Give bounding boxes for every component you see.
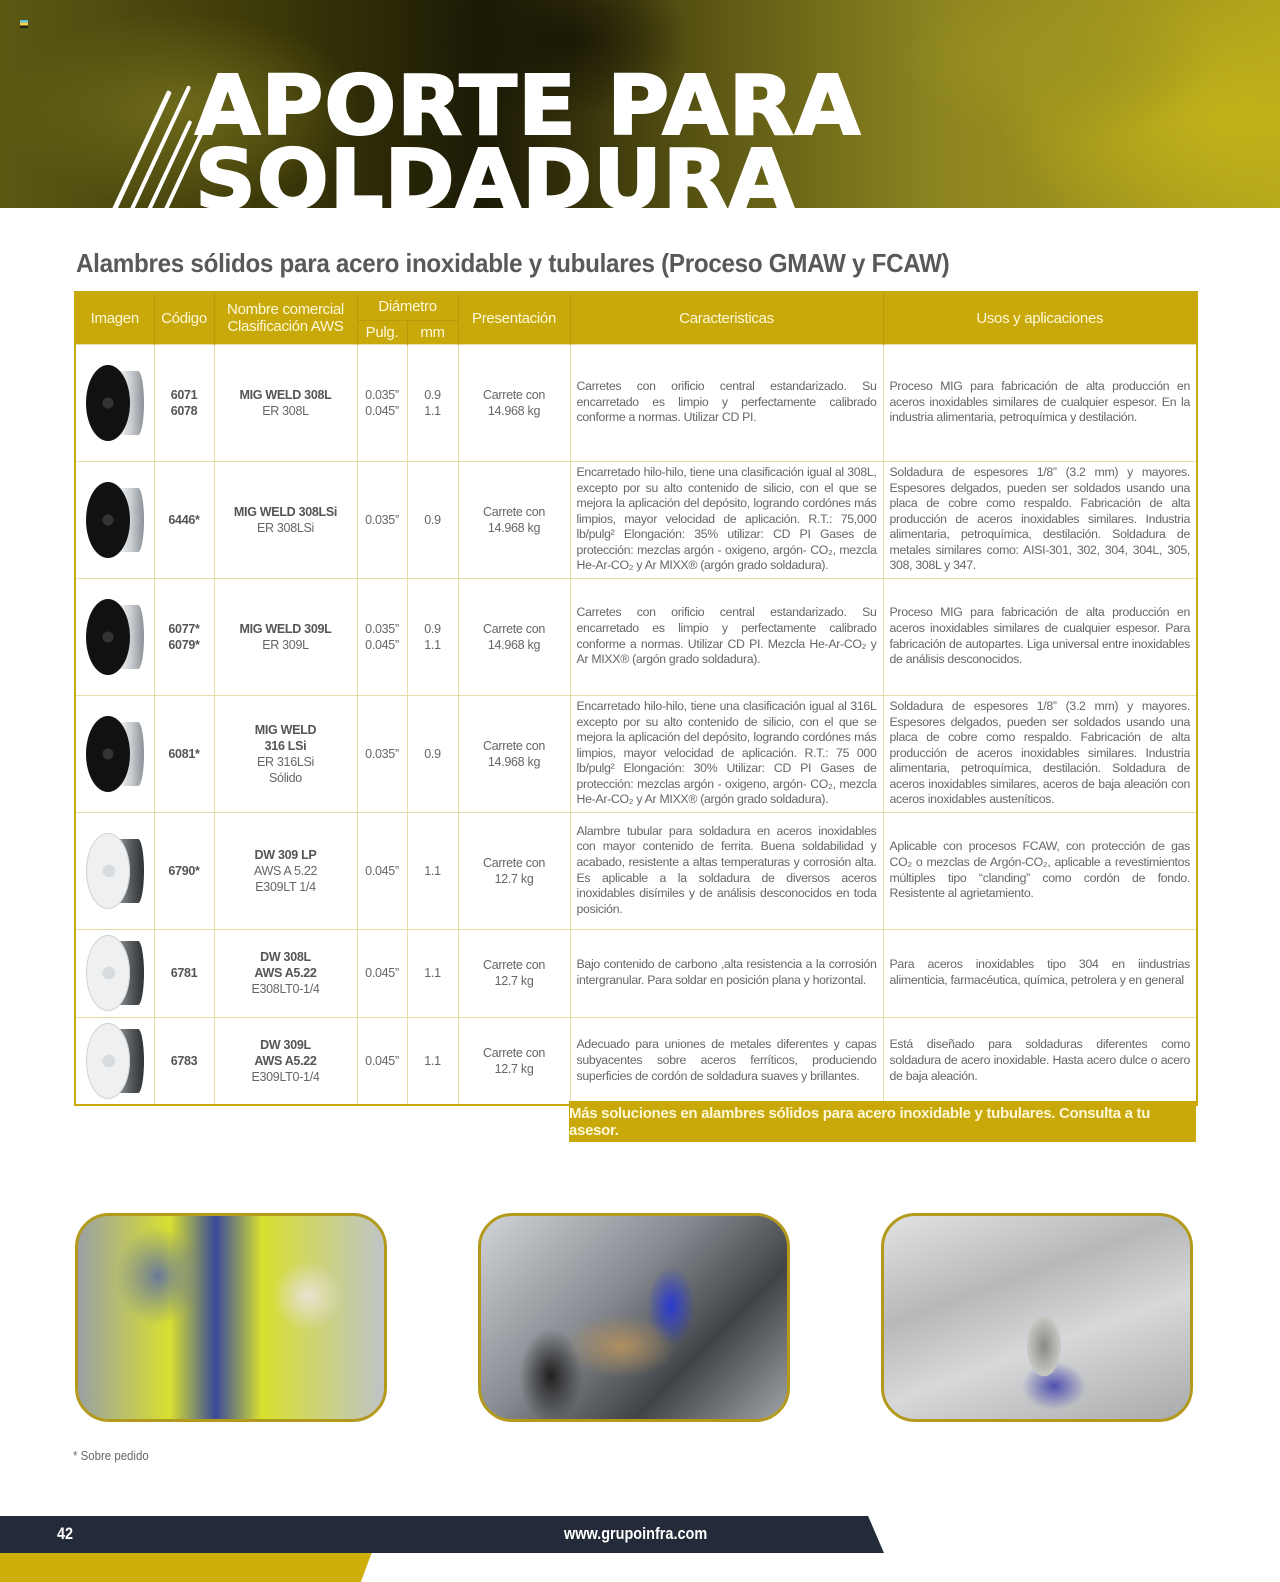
presentacion-line: Carrete con [483, 1045, 546, 1060]
header-pulg: Pulg. [357, 320, 407, 344]
caracteristicas-cell: Carretes con orificio central estandarizado. Su encarretado es limpio y perfectamente calibrado conforme a normas. Utilizar CD PI. Mezcla He-Ar-CO₂ y Ar MIXX® (argón grado soldadura). [570, 578, 883, 695]
page-title-line1: APORTE PARA [195, 59, 862, 154]
presentacion-line: Carrete con [483, 855, 546, 870]
trade-name: MIG WELD 309L [239, 621, 332, 636]
code: 6446* [168, 512, 200, 527]
mm-cell [407, 344, 458, 461]
mm-cell [407, 695, 458, 812]
mm-value: 1.1 [424, 637, 441, 652]
spool-black-icon [84, 363, 146, 443]
usos-cell: Está diseñado para soldaduras diferentes como soldadura de acero inoxidable. Hasta acero dulce o acero de baja aleación. [883, 1017, 1197, 1105]
trade-name: MIG WELD [254, 722, 317, 737]
code: 6077* [168, 621, 200, 636]
code: 6081* [168, 746, 200, 761]
pulg-value: 0.045” [365, 966, 399, 980]
spool-white-icon [84, 831, 146, 911]
trade-name: MIG WELD 308L [239, 387, 332, 402]
caracteristicas-cell: Alambre tubular para soldadura en aceros inoxidables con mayor contenido de ferrita. Buena soldabilidad y acabado, resistente a altas temperaturas y corrosión alta. Es aplicable a la soldadura de diversos aceros inoxidables disímiles y de análisis desconocidos en toda posición. [570, 812, 883, 929]
flag-icon [20, 20, 28, 28]
pulg-value: 0.035” [365, 746, 399, 761]
table-row [75, 812, 1197, 929]
aws-class: ER 308L [262, 403, 309, 418]
trade-name: DW 308L [260, 950, 311, 964]
presentacion-line: 14.968 kg [487, 754, 541, 769]
aws-class: Sólido [269, 770, 302, 785]
pulg-cell [357, 695, 407, 812]
presentacion-line: 12.7 kg [494, 1061, 534, 1076]
product-image-cell [75, 344, 154, 461]
table-row [75, 344, 1197, 461]
presentacion-cell [458, 1017, 570, 1105]
mm-value: 1.1 [424, 403, 441, 418]
pulg-cell [357, 1017, 407, 1105]
code: 6071 [170, 387, 198, 402]
pulg-cell [357, 929, 407, 1017]
code-cell [154, 344, 214, 461]
product-image-cell [75, 461, 154, 578]
presentacion-line: 14.968 kg [487, 637, 541, 652]
usos-cell: Para aceros inoxidables tipo 304 en iindustrias alimenticia, farmacéutica, química, petrolera y en general [883, 929, 1197, 1017]
code: 6781 [170, 966, 198, 980]
table-row [75, 1017, 1197, 1105]
spool-black-icon [84, 480, 146, 560]
spool-white-icon [84, 933, 146, 1013]
aws-class: ER 316LSi [256, 754, 315, 769]
pulg-cell [357, 578, 407, 695]
page-number: 42 [57, 1524, 74, 1543]
code-cell [154, 695, 214, 812]
header-usos: Usos y aplicaciones [883, 292, 1197, 344]
mm-value: 1.1 [424, 966, 441, 980]
product-image-cell [75, 695, 154, 812]
product-image-cell [75, 1017, 154, 1105]
pulg-cell [357, 344, 407, 461]
aws-class: E308LT0-1/4 [251, 982, 320, 996]
spool-black-icon [84, 597, 146, 677]
mm-cell [407, 812, 458, 929]
code-cell [154, 929, 214, 1017]
footer-bar [0, 1516, 884, 1553]
presentacion-line: 12.7 kg [494, 974, 534, 988]
presentacion-line: 12.7 kg [494, 871, 534, 886]
name-cell [214, 929, 357, 1017]
trade-name: AWS A5.22 [254, 1053, 317, 1068]
table-row [75, 929, 1197, 1017]
presentacion-cell [458, 695, 570, 812]
mm-value: 0.9 [424, 387, 441, 402]
name-cell [214, 695, 357, 812]
usos-cell: Soldadura de espesores 1/8” (3.2 mm) y mayores. Espesores delgados, pueden ser soldados usando una placa de cobre como respaldo. Fabricación de alta producción de aceros inoxidables similares. Industria alimentaria, petroquímica, destilación. Soldadura de aceros inoxidables similares, aceros de baja aleación con aceros inoxidables austeníticos. [883, 695, 1197, 812]
product-table [74, 291, 1198, 1106]
presentacion-cell [458, 578, 570, 695]
code: 6790* [168, 863, 200, 878]
name-cell [214, 578, 357, 695]
pulg-value: 0.035” [365, 387, 399, 402]
caracteristicas-cell: Carretes con orificio central estandarizado. Su encarretado es limpio y perfectamente calibrado conforme a normas. Utilizar CD PI. [570, 344, 883, 461]
mm-cell [407, 578, 458, 695]
mm-cell [407, 461, 458, 578]
pulg-value: 0.045” [365, 863, 399, 878]
caracteristicas-cell: Encarretado hilo-hilo, tiene una clasificación igual al 316L excepto por su alto contenido de silicio, con el que se mejora la aplicación del depósito, logrando cordónes más limpios, mayor velocidad de aplicación. R.T.: 75 000 lb/pulg² Elongación: 30% Utilizar: CD PI Gases de protección: mezclas argón - oxigeno, argón- CO₂, mezcla He-Ar-CO₂ y Ar MIXX® (argón grado soldadura). [570, 695, 883, 812]
welder-photo [75, 1213, 387, 1422]
header-diametro: Diámetro [357, 292, 458, 320]
usos-cell: Proceso MIG para fabricación de alta producción en aceros inoxidables similares de cualquier espesor. Para fabricación de autopartes. Liga universal entre inoxidables de análisis desconocidos. [883, 578, 1197, 695]
mm-cell [407, 1017, 458, 1105]
code-cell [154, 1017, 214, 1105]
name-cell [214, 344, 357, 461]
aws-class: ER 308LSi [256, 520, 315, 535]
name-cell [214, 461, 357, 578]
table-row [75, 695, 1197, 812]
code: 6079* [168, 637, 200, 652]
header-imagen: Imagen [75, 292, 154, 344]
usos-cell: Soldadura de espesores 1/8” (3.2 mm) y mayores. Espesores delgados, pueden ser soldados usando una placa de cobre como respaldo. Fabricación de alta producción de aceros inoxidables similares. Industria alimentaria, petroquímica, destilación. Soldadura de metales similares como: AISI-301, 302, 304, 304L, 305, 308, 308L y 347. [883, 461, 1197, 578]
header-nombre-line1: Nombre comercial [227, 301, 344, 319]
table-row [75, 578, 1197, 695]
trade-name: 316 LSi [264, 738, 307, 753]
code-cell [154, 578, 214, 695]
page-title [195, 59, 862, 208]
aws-class: E309LT0-1/4 [251, 1069, 320, 1084]
product-image-cell [75, 812, 154, 929]
presentacion-line: Carrete con [483, 621, 546, 636]
aws-class: AWS A 5.22 [253, 863, 318, 878]
trade-name: MIG WELD 308LSi [233, 504, 338, 519]
presentacion-cell [458, 929, 570, 1017]
spool-black-icon [84, 714, 146, 794]
name-cell [214, 1017, 357, 1105]
pulg-cell [357, 812, 407, 929]
more-solutions-banner: Más soluciones en alambres sólidos para acero inoxidable y tubulares. Consulta a tu asesor. [569, 1101, 1196, 1142]
pulg-value: 0.035” [365, 621, 399, 636]
aws-class: E309LT 1/4 [255, 879, 316, 894]
name-cell [214, 812, 357, 929]
trade-name: DW 309 LP [254, 847, 317, 862]
pulg-value: 0.035” [365, 512, 399, 527]
page-title-line2: SOLDADURA [195, 133, 796, 208]
code: 6078 [170, 403, 198, 418]
engine-exhaust-photo [478, 1213, 790, 1422]
code-cell [154, 812, 214, 929]
usos-cell: Aplicable con procesos FCAW, con protección de gas CO₂ o mezclas de Argón-CO₂, aplicable a revestimientos múltiples tipo “clanding” como cordón de fondo. Resistente al agrietamiento. [883, 812, 1197, 929]
mm-value: 1.1 [424, 1053, 441, 1068]
presentacion-cell [458, 461, 570, 578]
code: 6783 [170, 1053, 198, 1068]
trade-name: AWS A5.22 [254, 966, 317, 980]
product-image-cell [75, 929, 154, 1017]
header-caracteristicas: Caracteristicas [570, 292, 883, 344]
pulg-cell [357, 461, 407, 578]
stainless-weld-fitting-photo [881, 1213, 1193, 1422]
presentacion-line: Carrete con [483, 504, 546, 519]
mm-cell [407, 929, 458, 1017]
aws-class: ER 309L [262, 637, 309, 652]
table-row [75, 461, 1197, 578]
mm-value: 0.9 [424, 746, 441, 761]
footnote: * Sobre pedido [73, 1448, 149, 1463]
pulg-value: 0.045” [365, 403, 399, 418]
mm-value: 0.9 [424, 621, 441, 636]
presentacion-line: 14.968 kg [487, 520, 541, 535]
presentacion-cell [458, 344, 570, 461]
header-presentacion: Presentación [458, 292, 570, 344]
caracteristicas-cell: Bajo contenido de carbono ,alta resistencia a la corrosión intergranular. Para soldar en posición plana y horizontal. [570, 929, 883, 1017]
product-image-cell [75, 578, 154, 695]
website-link[interactable]: www.grupoinfra.com [564, 1524, 708, 1543]
pulg-value: 0.045” [365, 637, 399, 652]
caracteristicas-cell: Encarretado hilo-hilo, tiene una clasificación igual al 308L, excepto por su alto contenido de silicio, con el que se mejora la aplicación del depósito, logrando cordónes más limpios, mayor velocidad de aplicación. R.T.: 75,000 lb/pulg² Elongación: 35% utilizar: CD PI Gases de protección: mezclas argón - oxigeno, argón- CO₂, mezcla He-Ar-CO₂ y Ar MIXX® (argón grado soldadura). [570, 461, 883, 578]
hero-banner [0, 0, 1280, 208]
presentacion-line: Carrete con [483, 738, 546, 753]
pulg-value: 0.045” [365, 1053, 399, 1068]
spool-white-icon [84, 1021, 146, 1101]
header-nombre-line2: Clasificación AWS [227, 318, 344, 336]
presentacion-line: 14.968 kg [487, 403, 541, 418]
caracteristicas-cell: Adecuado para uniones de metales diferentes y capas subyacentes sobre aceros ferríticos, produciendo superficies de cordón de soldadura suaves y brillantes. [570, 1017, 883, 1105]
presentacion-line: Carrete con [483, 958, 546, 972]
presentacion-line: Carrete con [483, 387, 546, 402]
footer-accent-stripe [0, 1552, 372, 1582]
code-cell [154, 461, 214, 578]
header-mm: mm [407, 320, 458, 344]
mm-value: 1.1 [424, 863, 441, 878]
usos-cell: Proceso MIG para fabricación de alta producción en aceros inoxidables similares de cualquier espesor. En la industria alimentaria, petroquímica y destilación. [883, 344, 1197, 461]
mm-value: 0.9 [424, 512, 441, 527]
header-nombre [214, 292, 357, 344]
header-codigo: Código [154, 292, 214, 344]
presentacion-cell [458, 812, 570, 929]
section-title: Alambres sólidos para acero inoxidable y tubulares (Proceso GMAW y FCAW) [76, 248, 950, 278]
trade-name: DW 309L [260, 1037, 311, 1052]
